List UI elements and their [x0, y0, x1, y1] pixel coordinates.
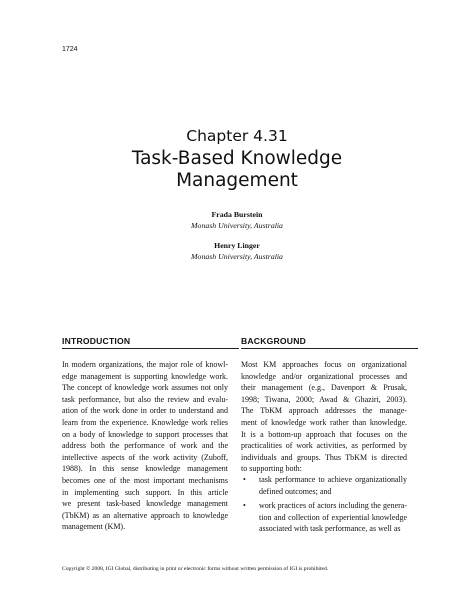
text-line: Most KM approaches focus on organizational: [241, 360, 407, 369]
introduction-heading: INTRODUCTION: [62, 336, 131, 346]
text-line: becomes one of the most important mechanisms: [62, 475, 228, 485]
text-line: to supporting both:: [241, 464, 302, 474]
author-affiliation: Monash University, Australia: [191, 221, 283, 230]
author-affiliation: Monash University, Australia: [191, 252, 283, 261]
text-line: we present task-based knowledge management: [62, 499, 228, 509]
text-line: defined outcomes; and: [259, 486, 332, 496]
bullet-marker: •: [243, 475, 246, 484]
text-line: on a body of knowledge to support processes that: [62, 429, 228, 439]
text-line: ation of the work done in order to understand and: [62, 406, 228, 416]
bullet-item: [241, 500, 407, 535]
text-line: task performance to achieve organizationally: [259, 475, 407, 484]
background-heading: BACKGROUND: [241, 336, 307, 346]
text-line: The TbKM approach addresses the manage-: [241, 406, 407, 416]
text-line: It is a bottom-up approach that focuses on the: [241, 429, 407, 439]
chapter-number: Chapter 4.31: [186, 127, 288, 145]
text-line: address both the performance of work and the: [62, 441, 228, 451]
bullet-item: [241, 474, 407, 497]
background-body: [241, 359, 407, 475]
bullet-marker: •: [243, 501, 246, 511]
introduction-body: [62, 359, 228, 533]
text-line: work practices of actors including the genera-: [259, 501, 407, 511]
author-name: Frada Burstein: [211, 210, 263, 219]
text-line: associated with task performance, as well as: [259, 524, 401, 534]
text-line: task performance, but also the review and evalu-: [62, 394, 228, 404]
text-line: (TbKM) as an alternative approach to knowledge: [62, 510, 228, 520]
text-line: their management (e.g., Davenport & Prusak,: [241, 383, 407, 393]
text-line: individuals and groups. Thus TbKM is directed: [241, 452, 407, 462]
text-line: ment of knowledge work rather than knowledge.: [241, 417, 407, 427]
copyright-footer: Copyright © 2008, IGI Global, distributing in print or electronic forms without written permission of IGI is prohibited.: [62, 566, 329, 572]
text-line: practicalities of work activities, as performed by: [241, 441, 407, 451]
background-bullet-list: [241, 474, 407, 538]
text-line: In modern organizations, the major role of knowl-: [62, 360, 228, 369]
text-line: in implementing such support. In this article: [62, 487, 228, 497]
chapter-title-line: Management: [176, 170, 298, 191]
text-line: knowledge and/or organizational processes and: [241, 371, 407, 381]
text-line: The concept of knowledge work assumes not only: [62, 383, 228, 393]
chapter-title: [0, 148, 474, 192]
author-block: [0, 209, 474, 231]
page-number: 1724: [62, 46, 78, 53]
author-block: [0, 240, 474, 262]
text-line: learn from the experience. Knowledge work relies: [62, 417, 228, 427]
section-rule: [62, 348, 239, 349]
text-line: management (KM).: [62, 522, 126, 532]
section-rule: [241, 348, 418, 349]
author-name: Henry Linger: [214, 241, 260, 250]
text-line: edge management is supporting knowledge work.: [62, 371, 228, 381]
text-line: tion and collection of experiential knowledge: [259, 512, 407, 522]
text-line: intellective aspects of the work activity (Zuboff,: [62, 452, 228, 462]
text-line: 1988). In this sense knowledge management: [62, 464, 228, 474]
chapter-title-line: Task-Based Knowledge: [131, 148, 343, 169]
text-line: 1998; Tiwana, 2000; Awad & Ghaziri, 2003).: [241, 394, 407, 404]
